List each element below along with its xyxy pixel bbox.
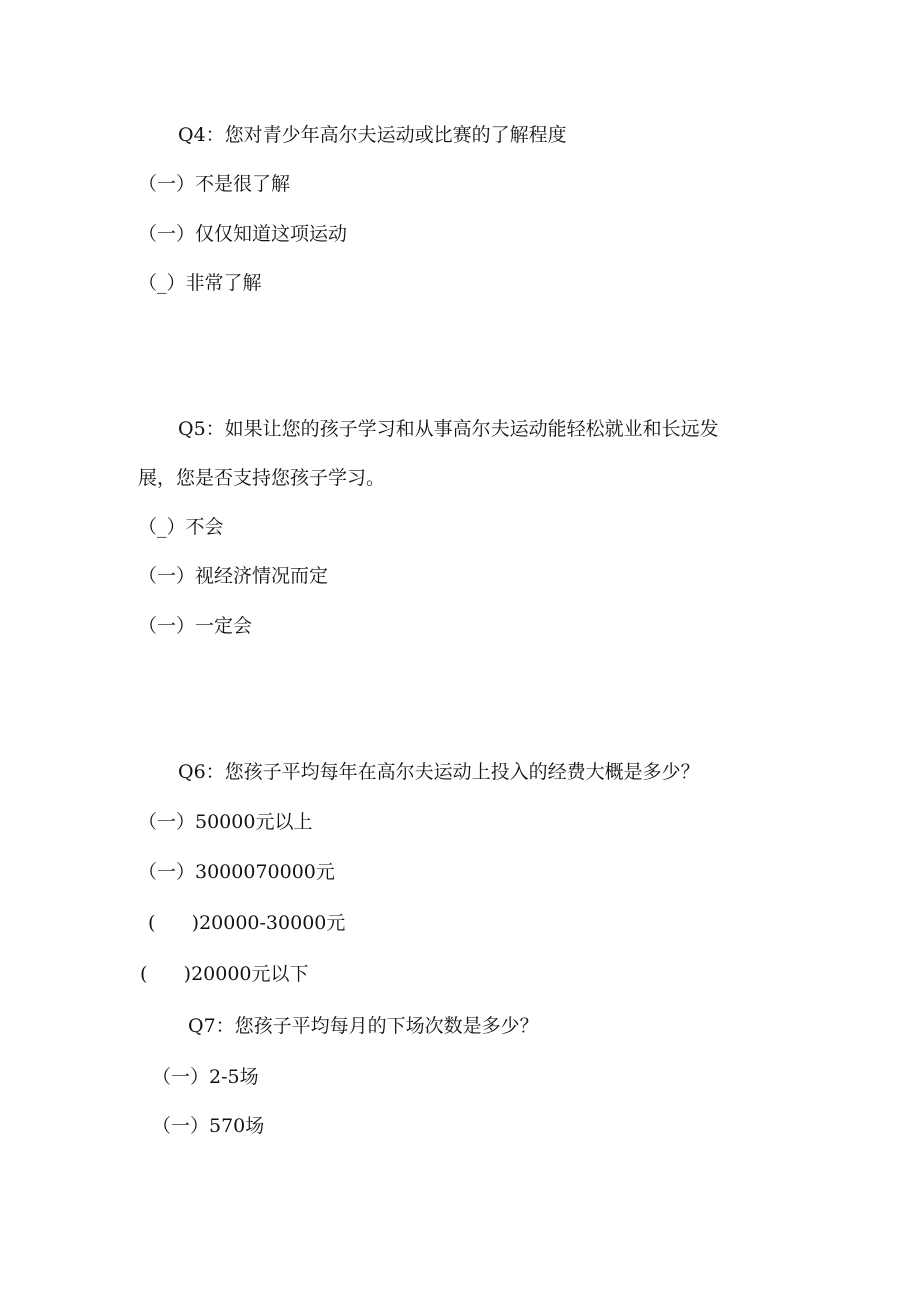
option-q4-1: （一）不是很了解 <box>138 173 291 195</box>
question-q5-line1: Q5：如果让您的孩子学习和从事高尔夫运动能轻松就业和长远发 <box>178 418 719 440</box>
option-q7-1: （一）2-5场 <box>152 1066 259 1088</box>
question-q7: Q7：您孩子平均每月的下场次数是多少？ <box>188 1015 539 1037</box>
question-q5-line2: 展，您是否支持您孩子学习。 <box>138 467 386 489</box>
question-q4: Q4：您对青少年高尔夫运动或比赛的了解程度 <box>178 124 567 146</box>
option-q5-1: （_）不会 <box>138 516 224 538</box>
option-q7-2: （一）570场 <box>152 1115 265 1137</box>
option-q4-2: （一）仅仅知道这项运动 <box>138 223 348 245</box>
option-q6-2: （一）3000070000元 <box>138 861 335 883</box>
option-q6-1: （一）50000元以上 <box>138 811 313 833</box>
option-q6-3: ( )20000-30000元 <box>148 912 346 934</box>
option-q5-2: （一）视经济情况而定 <box>138 565 329 587</box>
question-q6: Q6：您孩子平均每年在高尔夫运动上投入的经费大概是多少？ <box>178 761 700 783</box>
option-q4-3: （_）非常了解 <box>138 272 262 294</box>
option-q5-3: （一）一定会 <box>138 615 253 637</box>
option-q6-4: ( )20000元以下 <box>140 963 309 985</box>
